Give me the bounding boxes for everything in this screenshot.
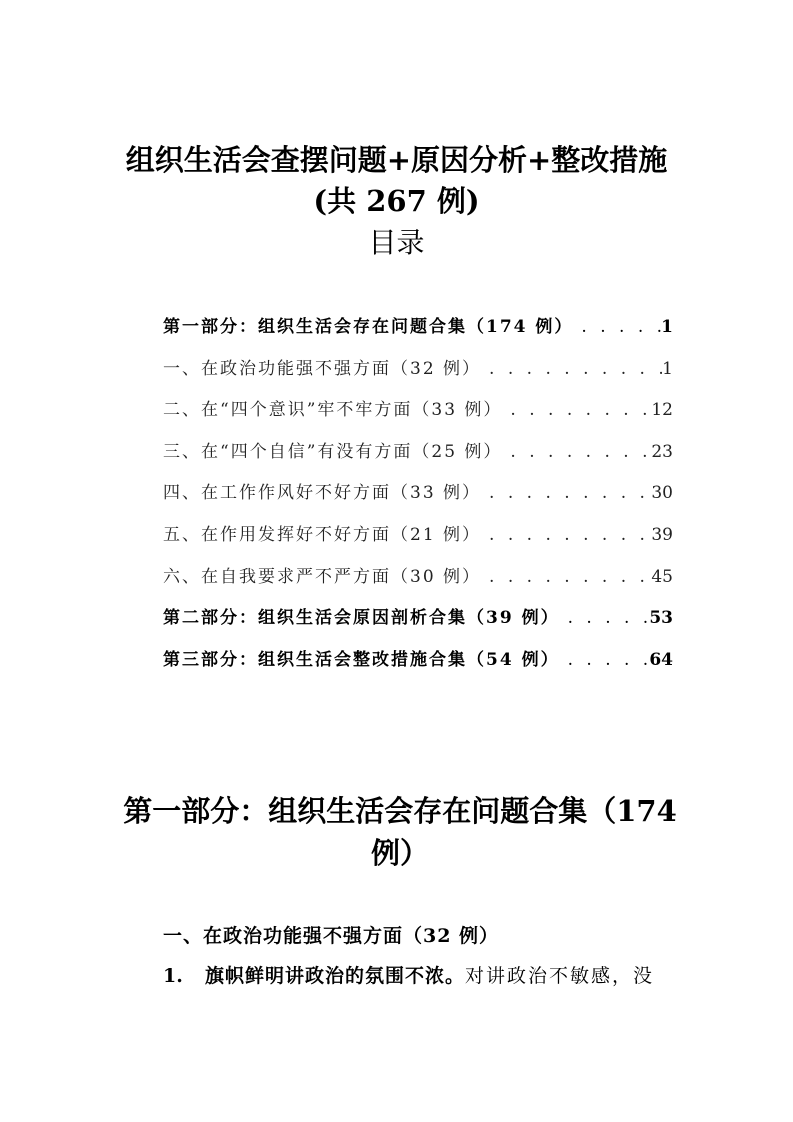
toc-entry-section-6[interactable] xyxy=(163,562,673,604)
toc-entry-text: 第二部分：组织生活会原因剖析合集（39 例） xyxy=(163,608,560,629)
toc-leader-dots xyxy=(481,478,651,508)
toc-entry-text: 第一部分：组织生活会存在问题合集（174 例） xyxy=(163,317,574,337)
toc-leader-dots xyxy=(481,562,651,592)
toc-leader-dots xyxy=(502,395,651,425)
toc-heading: 目录 xyxy=(368,226,425,259)
toc-page-number: 1 xyxy=(662,358,673,379)
toc-leader-dots xyxy=(502,437,651,467)
toc-leader-dots xyxy=(560,603,650,633)
toc-entry-part-1[interactable] xyxy=(163,312,673,354)
section-title: 第一部分：组织生活会存在问题合集（174 例） xyxy=(123,794,677,870)
toc-page-number: 30 xyxy=(651,483,673,504)
toc-page-number: 45 xyxy=(651,566,673,587)
toc-leader-dots xyxy=(481,354,662,384)
toc-entry-section-1[interactable] xyxy=(163,354,673,396)
table-of-contents xyxy=(163,312,673,686)
toc-page-number: 1 xyxy=(661,317,673,337)
toc-entry-section-4[interactable] xyxy=(163,478,673,520)
toc-leader-dots xyxy=(573,312,661,342)
toc-entry-part-2[interactable] xyxy=(163,603,673,645)
toc-entry-text: 二、在“四个意识”牢不牢方面（33 例） xyxy=(163,400,503,421)
item-body-text: 对讲政治不敏感，没 xyxy=(465,965,655,987)
toc-page-number: 39 xyxy=(651,524,673,545)
toc-entry-section-3[interactable] xyxy=(163,437,673,479)
toc-page-number: 64 xyxy=(649,649,673,670)
toc-page-number: 23 xyxy=(651,441,673,462)
toc-entry-text: 一、在政治功能强不强方面（32 例） xyxy=(163,358,482,379)
toc-entry-section-2[interactable] xyxy=(163,395,673,437)
toc-entry-text: 第三部分：组织生活会整改措施合集（54 例） xyxy=(163,649,560,670)
item-lead-sentence: 旗帜鲜明讲政治的氛围不浓。 xyxy=(205,965,466,987)
toc-leader-dots xyxy=(481,520,651,550)
toc-entry-text: 四、在工作作风好不好方面（33 例） xyxy=(163,483,482,504)
toc-entry-section-5[interactable] xyxy=(163,520,673,562)
section-subheading: 一、在政治功能强不强方面（32 例） xyxy=(163,925,500,947)
toc-page-number: 53 xyxy=(649,608,673,629)
document-title-count: (共 267 例) xyxy=(313,184,480,218)
toc-leader-dots xyxy=(560,645,650,675)
item-number: 1. xyxy=(163,965,183,987)
toc-entry-text: 三、在“四个自信”有没有方面（25 例） xyxy=(163,441,503,462)
document-title: 组织生活会查摆问题+原因分析+整改措施 xyxy=(125,143,668,177)
toc-entry-text: 六、在自我要求严不严方面（30 例） xyxy=(163,566,482,587)
toc-page-number: 12 xyxy=(651,400,673,421)
list-item xyxy=(163,962,683,990)
toc-entry-text: 五、在作用发挥好不好方面（21 例） xyxy=(163,524,482,545)
toc-entry-part-3[interactable] xyxy=(163,645,673,687)
